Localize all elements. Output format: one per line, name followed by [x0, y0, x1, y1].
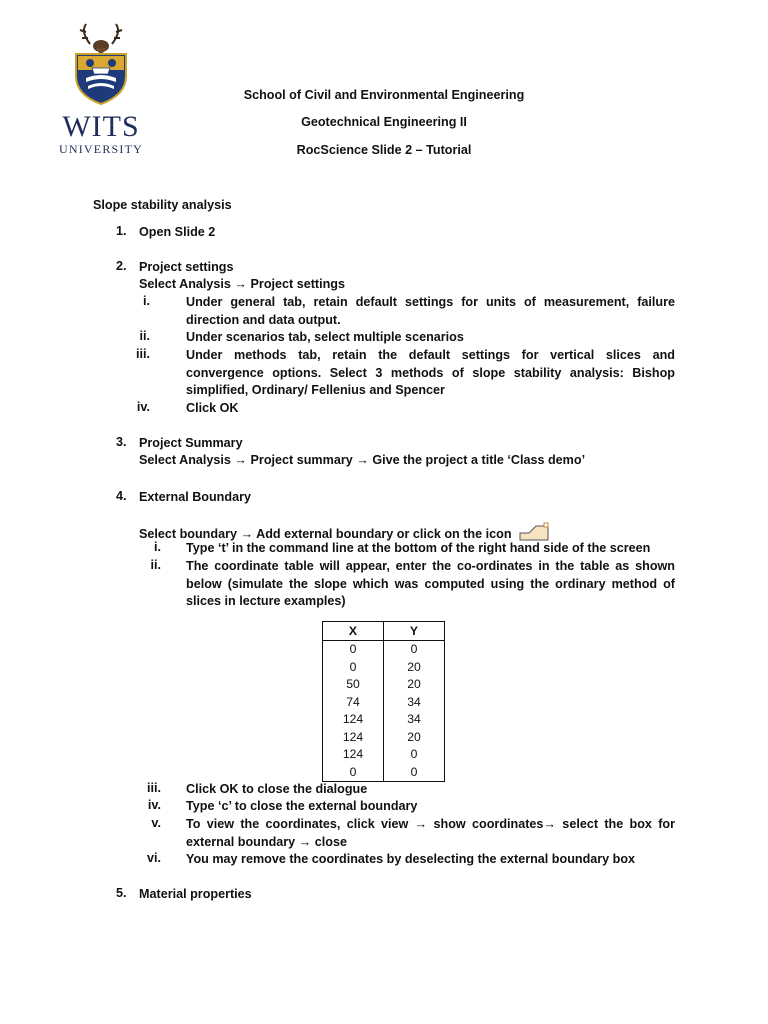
substep-text: The coordinate table will appear, enter the co-ordinates in the table as shown below (simulate the slope which was computed using the ordinary method of slices in lecture examples): [186, 559, 675, 609]
column-header-x: X: [323, 622, 384, 641]
cell-y: 0: [384, 746, 445, 764]
table-row: [323, 711, 445, 729]
substep-text: Under general tab, retain default settings for units of measurement, failure direction and data output.: [186, 295, 675, 327]
substep-number: iv.: [147, 798, 161, 812]
substep-number: i.: [143, 294, 150, 308]
step-number: 2.: [116, 259, 127, 273]
step-instruction: Select boundary → Add external boundary or click on the icon: [139, 521, 549, 544]
cell-y: 20: [384, 658, 445, 676]
header-school: School of Civil and Environmental Engineering: [243, 88, 525, 102]
table-row: [323, 640, 445, 658]
cell-x: 0: [323, 640, 384, 658]
step-number: 1.: [116, 224, 127, 238]
step-instruction: Select Analysis → Project settings: [139, 277, 346, 291]
cell-x: 0: [323, 763, 384, 781]
table-header-row: [323, 622, 445, 641]
logo-subtitle: UNIVERSITY: [59, 142, 143, 156]
substep-text: Type ‘t’ in the command line at the bottom of the right hand side of the screen: [186, 541, 651, 555]
header-course: Geotechnical Engineering II: [301, 115, 467, 129]
substep-text: To view the coordinates, click view → show coordinates→ select the box for external boundary → close: [186, 817, 675, 849]
substep-number: iii.: [147, 781, 161, 795]
step-number: 3.: [116, 435, 127, 449]
substep-text: Click OK to close the dialogue: [186, 782, 368, 796]
cell-y: 34: [384, 693, 445, 711]
cell-y: 34: [384, 711, 445, 729]
substep-number: ii.: [150, 558, 161, 572]
step-title: Project settings: [139, 260, 234, 274]
cell-x: 124: [323, 746, 384, 764]
step-title: Material properties: [139, 887, 252, 901]
logo-wordmark: WITS: [62, 110, 140, 143]
substep-number: iii.: [136, 347, 150, 361]
cell-y: 0: [384, 763, 445, 781]
table-row: [323, 676, 445, 694]
external-boundary-icon: [519, 521, 549, 541]
table-row: [323, 746, 445, 764]
substep-number: ii.: [139, 329, 150, 343]
column-header-y: Y: [384, 622, 445, 641]
step-title: Open Slide 2: [139, 225, 216, 239]
table-row: [323, 658, 445, 676]
substep-text: Type ‘c’ to close the external boundary: [186, 799, 418, 813]
cell-y: 20: [384, 728, 445, 746]
substep-text: You may remove the coordinates by deselecting the external boundary box: [186, 852, 636, 866]
table-row: [323, 693, 445, 711]
substep-number: iv.: [136, 400, 150, 414]
substep-number: i.: [154, 540, 161, 554]
header-tutorial: RocScience Slide 2 – Tutorial: [296, 143, 472, 157]
step-title: External Boundary: [139, 490, 251, 504]
table-row: [323, 728, 445, 746]
cell-x: 0: [323, 658, 384, 676]
step-instruction: Select Analysis → Project summary → Give the project a title ‘Class demo’: [139, 453, 586, 467]
substep-text: Under methods tab, retain the default settings for vertical slices and convergence options. Select 3 methods of slope stability analysis: Bishop simplified, Ordinary/ Fellenius and Spencer: [186, 348, 675, 398]
substep-text: Click OK: [186, 401, 239, 415]
step-number: 5.: [116, 886, 127, 900]
cell-x: 50: [323, 676, 384, 694]
substep-number: vi.: [146, 851, 161, 865]
substep-number: v.: [151, 816, 161, 830]
table-row: [323, 763, 445, 781]
step-title: Project Summary: [139, 436, 243, 450]
substep-text: Under scenarios tab, select multiple scenarios: [186, 330, 464, 344]
cell-x: 74: [323, 693, 384, 711]
step-number: 4.: [116, 489, 127, 503]
cell-y: 20: [384, 676, 445, 694]
cell-y: 0: [384, 640, 445, 658]
section-title: Slope stability analysis: [93, 198, 232, 212]
cell-x: 124: [323, 728, 384, 746]
coordinate-table: [322, 621, 445, 782]
cell-x: 124: [323, 711, 384, 729]
